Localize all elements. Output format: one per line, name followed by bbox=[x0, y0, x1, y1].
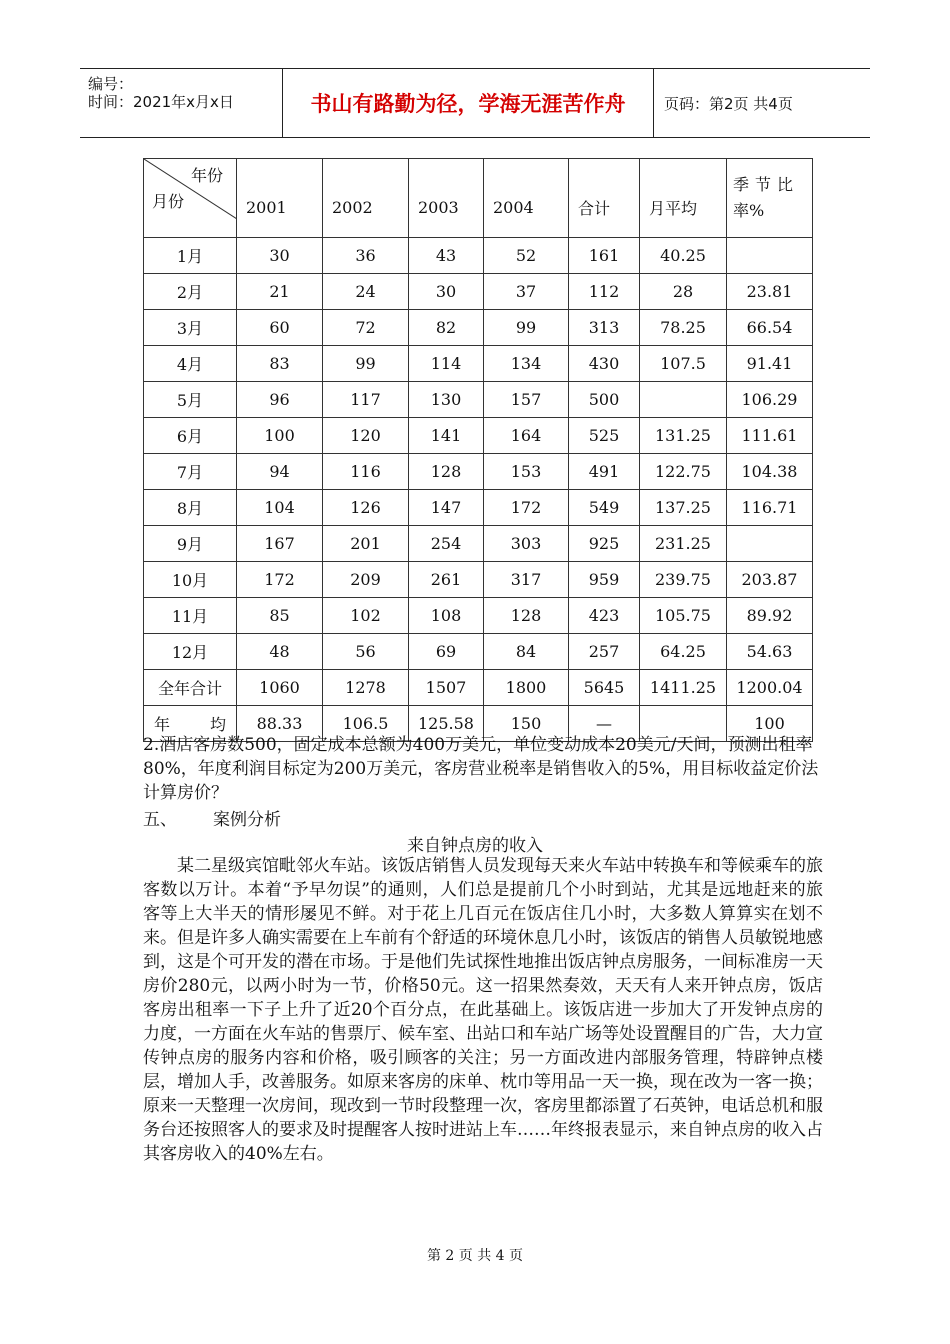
table-row bbox=[144, 598, 813, 634]
row-label: 9月 bbox=[144, 526, 237, 562]
table-cell: 72 bbox=[323, 310, 409, 346]
table-cell: 82 bbox=[409, 310, 484, 346]
table-cell: 52 bbox=[484, 238, 569, 274]
table-cell: 107.5 bbox=[640, 346, 727, 382]
header-2001: 2001 bbox=[237, 159, 323, 238]
table-cell: 64.25 bbox=[640, 634, 727, 670]
table-row bbox=[144, 310, 813, 346]
table-cell: 303 bbox=[484, 526, 569, 562]
row-label: 10月 bbox=[144, 562, 237, 598]
table-cell: 5645 bbox=[569, 670, 640, 706]
table-cell: 128 bbox=[409, 454, 484, 490]
row-label: 7月 bbox=[144, 454, 237, 490]
table-cell: 48 bbox=[237, 634, 323, 670]
row-label: 5月 bbox=[144, 382, 237, 418]
table-cell: 116 bbox=[323, 454, 409, 490]
table-cell: 91.41 bbox=[727, 346, 813, 382]
table-cell: 257 bbox=[569, 634, 640, 670]
table-cell: 30 bbox=[409, 274, 484, 310]
table-cell: 925 bbox=[569, 526, 640, 562]
table-cell: 201 bbox=[323, 526, 409, 562]
table-cell: 104 bbox=[237, 490, 323, 526]
table-cell: 128 bbox=[484, 598, 569, 634]
row-label: 6月 bbox=[144, 418, 237, 454]
table-cell: 209 bbox=[323, 562, 409, 598]
table-cell: 56 bbox=[323, 634, 409, 670]
row-label: 8月 bbox=[144, 490, 237, 526]
row-label: 3月 bbox=[144, 310, 237, 346]
case-body-text: 某二星级宾馆毗邻火车站。该饭店销售人员发现每天来火车站中转换车和等候乘车的旅客数以万计。本着“予早勿误”的通则，人们总是提前几个小时到站，尤其是远地赶来的旅客等上大半天的情形屡见不鲜。对于花上几百元在饭店住几小时，大多数人算算实在划不来。但是许多人确实需要在上车前有个舒适的环境休息几小时，该饭店的销售人员敏锐地感到，这是个可开发的潜在市场。于是他们先试探性地推出饭店钟点房服务，一间标准房一天房价280元，以两小时为一节，价格50元。这一招果然奏效，天天有人来开钟点房，饭店客房出租率一下子上升了近20个百分点，在此基础上。该饭店进一步加大了开发钟点房的力度，一方面在火车站的售票厅、候车室、出站口和车站广场等处设置醒目的广告，大力宣传钟点房的服务内容和价格，吸引顾客的关注；另一方面改进内部服务管理，特辟钟点楼层，增加人手，改善服务。如原来客房的床单、枕巾等用品一天一换，现在改为一客一换；原来一天整理一次房间，现改到一节时段整理一次，客房里都添置了石英钟，电话总机和服务台还按照客人的要求及时提醒客人按时进站上车……年终报表显示，来自钟点房的收入占其客房收入的40%左右。 bbox=[143, 856, 823, 1164]
time-label: 时间：2021年x月x日 bbox=[88, 93, 234, 111]
table-cell: 105.75 bbox=[640, 598, 727, 634]
table-row bbox=[144, 454, 813, 490]
section-heading bbox=[143, 805, 281, 830]
table-cell: 172 bbox=[484, 490, 569, 526]
table-cell: 30 bbox=[237, 238, 323, 274]
row-label: 1月 bbox=[144, 238, 237, 274]
table-cell: 117 bbox=[323, 382, 409, 418]
table-cell: 1411.25 bbox=[640, 670, 727, 706]
row-label: 12月 bbox=[144, 634, 237, 670]
table-cell: 23.81 bbox=[727, 274, 813, 310]
table-cell: 94 bbox=[237, 454, 323, 490]
table-cell: 114 bbox=[409, 346, 484, 382]
question-2-text: 2.酒店客房数500，固定成本总额为400万美元，单位变动成本20美元/天间，预测出租率80%，年度利润目标定为200万美元，客房营业税率是销售收入的5%，用目标收益定价法计算房价？ bbox=[143, 735, 819, 803]
table-row bbox=[144, 562, 813, 598]
section-title: 案例分析 bbox=[213, 810, 281, 830]
table-cell: 131.25 bbox=[640, 418, 727, 454]
table-cell: 1800 bbox=[484, 670, 569, 706]
table-cell: 141 bbox=[409, 418, 484, 454]
table-cell: 1507 bbox=[409, 670, 484, 706]
table-cell: 69 bbox=[409, 634, 484, 670]
table-cell: 100 bbox=[727, 706, 813, 742]
corner-header-cell bbox=[144, 159, 237, 238]
table-cell: 959 bbox=[569, 562, 640, 598]
table-cell: 1060 bbox=[237, 670, 323, 706]
annual-average-label-b: 均 bbox=[210, 715, 227, 734]
table-row bbox=[144, 490, 813, 526]
table-cell: 164 bbox=[484, 418, 569, 454]
table-row bbox=[144, 238, 813, 274]
table-cell bbox=[727, 526, 813, 562]
table-cell: 99 bbox=[484, 310, 569, 346]
table-cell: 203.87 bbox=[727, 562, 813, 598]
corner-month-label: 月份 bbox=[152, 192, 185, 211]
table-cell: 102 bbox=[323, 598, 409, 634]
header-2002: 2002 bbox=[323, 159, 409, 238]
monthly-data-table bbox=[143, 158, 813, 742]
page-header bbox=[80, 68, 870, 138]
table-cell: 147 bbox=[409, 490, 484, 526]
row-label: 全年合计 bbox=[144, 670, 237, 706]
table-cell: 54.63 bbox=[727, 634, 813, 670]
table-cell: 134 bbox=[484, 346, 569, 382]
table-row bbox=[144, 634, 813, 670]
header-total: 合计 bbox=[569, 159, 640, 238]
table-cell: 317 bbox=[484, 562, 569, 598]
table-cell: 112 bbox=[569, 274, 640, 310]
table-cell: 100 bbox=[237, 418, 323, 454]
code-label: 编号： bbox=[88, 75, 134, 93]
table-cell: 549 bbox=[569, 490, 640, 526]
table-cell: 96 bbox=[237, 382, 323, 418]
table-row bbox=[144, 670, 813, 706]
table-cell: 37 bbox=[484, 274, 569, 310]
table-header-row bbox=[144, 159, 813, 238]
table-cell: 99 bbox=[323, 346, 409, 382]
table-cell: 84 bbox=[484, 634, 569, 670]
table-cell: 239.75 bbox=[640, 562, 727, 598]
table-cell: 491 bbox=[569, 454, 640, 490]
table-cell: 85 bbox=[237, 598, 323, 634]
table-cell: 1200.04 bbox=[727, 670, 813, 706]
header-monthly-avg: 月平均 bbox=[640, 159, 727, 238]
table-cell: 153 bbox=[484, 454, 569, 490]
table-cell: 66.54 bbox=[727, 310, 813, 346]
table-cell: 500 bbox=[569, 382, 640, 418]
table-cell: 172 bbox=[237, 562, 323, 598]
table-cell: 43 bbox=[409, 238, 484, 274]
table-cell bbox=[727, 238, 813, 274]
page-number-label: 页码：第2页 共4页 bbox=[664, 94, 793, 113]
page-footer: 第 2 页 共 4 页 bbox=[426, 1248, 524, 1264]
header-motto bbox=[283, 69, 654, 137]
table-cell: 126 bbox=[323, 490, 409, 526]
table-cell: 261 bbox=[409, 562, 484, 598]
table-cell: 167 bbox=[237, 526, 323, 562]
table-cell: 231.25 bbox=[640, 526, 727, 562]
table-row bbox=[144, 526, 813, 562]
table-cell: 1278 bbox=[323, 670, 409, 706]
case-title: 来自钟点房的收入 bbox=[407, 836, 543, 856]
row-label: 11月 bbox=[144, 598, 237, 634]
table-cell: — bbox=[569, 706, 640, 742]
table-cell: 430 bbox=[569, 346, 640, 382]
header-2003: 2003 bbox=[409, 159, 484, 238]
header-2004: 2004 bbox=[484, 159, 569, 238]
table-cell: 83 bbox=[237, 346, 323, 382]
table-cell: 78.25 bbox=[640, 310, 727, 346]
header-seasonal-ratio bbox=[727, 159, 813, 238]
header-ratio-line1: 季节比 bbox=[733, 175, 800, 194]
table-cell: 157 bbox=[484, 382, 569, 418]
table-cell: 313 bbox=[569, 310, 640, 346]
table-row bbox=[144, 274, 813, 310]
table-cell: 89.92 bbox=[727, 598, 813, 634]
table-cell: 116.71 bbox=[727, 490, 813, 526]
table-cell: 130 bbox=[409, 382, 484, 418]
table-cell: 108 bbox=[409, 598, 484, 634]
table-cell: 120 bbox=[323, 418, 409, 454]
table-cell: 36 bbox=[323, 238, 409, 274]
table-cell: 28 bbox=[640, 274, 727, 310]
table-cell: 525 bbox=[569, 418, 640, 454]
header-ratio-line2: 率% bbox=[733, 201, 765, 220]
header-meta bbox=[80, 69, 283, 137]
table-cell: 111.61 bbox=[727, 418, 813, 454]
table-cell: 104.38 bbox=[727, 454, 813, 490]
section-number: 五、 bbox=[143, 810, 177, 830]
annual-average-label-a: 年 bbox=[153, 715, 170, 734]
table-cell: 423 bbox=[569, 598, 640, 634]
table-cell: 161 bbox=[569, 238, 640, 274]
table-row bbox=[144, 418, 813, 454]
row-label: 2月 bbox=[144, 274, 237, 310]
table-cell: 88.33 bbox=[237, 706, 323, 742]
table-cell: 106.29 bbox=[727, 382, 813, 418]
table-cell: 254 bbox=[409, 526, 484, 562]
table-row bbox=[144, 346, 813, 382]
table-cell: 60 bbox=[237, 310, 323, 346]
table-row bbox=[144, 382, 813, 418]
motto-text: 书山有路勤为径，学海无涯苦作舟 bbox=[310, 92, 626, 116]
corner-year-label: 年份 bbox=[191, 166, 224, 185]
table-cell: 125.58 bbox=[409, 706, 484, 742]
table-cell: 21 bbox=[237, 274, 323, 310]
table-cell: 122.75 bbox=[640, 454, 727, 490]
table-cell bbox=[640, 382, 727, 418]
table-cell: 106.5 bbox=[323, 706, 409, 742]
table-cell: 40.25 bbox=[640, 238, 727, 274]
row-label: 4月 bbox=[144, 346, 237, 382]
table-cell: 24 bbox=[323, 274, 409, 310]
table-cell: 137.25 bbox=[640, 490, 727, 526]
table-cell: 150 bbox=[484, 706, 569, 742]
